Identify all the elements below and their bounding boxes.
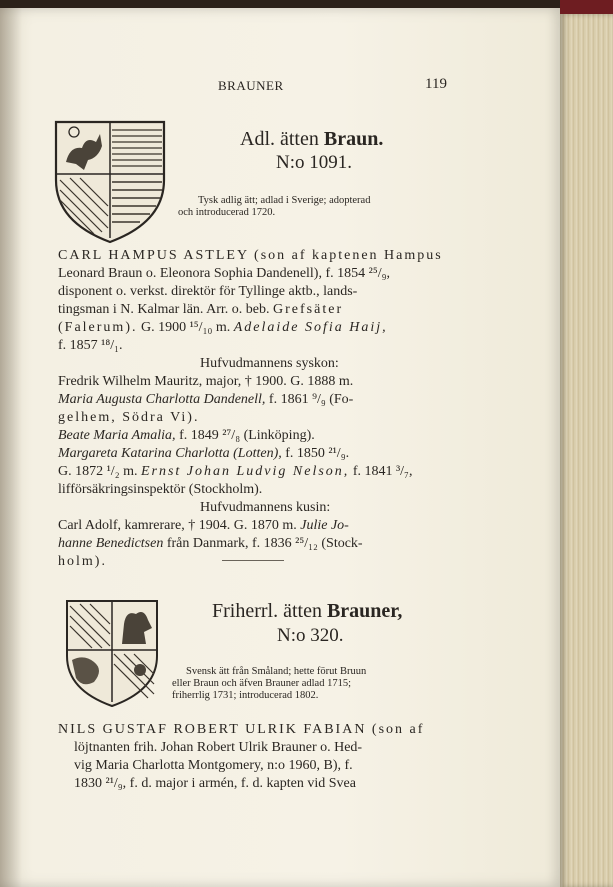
- gutter-shadow: [0, 8, 22, 887]
- entry-line: NILS GUSTAF ROBERT ULRIK FABIAN (son af: [58, 722, 425, 737]
- entry-line: holm).: [58, 554, 107, 569]
- entry-line: G. 1872 ¹/₂ m. Ernst Johan Ludvig Nelson, f. 1841 ³/₇,: [58, 464, 413, 479]
- subheading-siblings: Hufvudmannens syskon:: [200, 356, 339, 371]
- entry-line: Maria Augusta Charlotta Dandenell, f. 1861 ⁹/₉ (Fo-: [58, 392, 354, 407]
- section-subtitle-line: och introducerad 1720.: [178, 207, 276, 218]
- entry-line: (Falerum). G. 1900 ¹⁵/₁₀ m. Adelaide Sofia Haij,: [58, 320, 388, 335]
- page-edges: [560, 14, 613, 887]
- entry-line: gelhem, Södra Vi).: [58, 410, 200, 425]
- entry-line: Carl Adolf, kamrerare, † 1904. G. 1870 m. Julie Jo-: [58, 518, 349, 533]
- section-subtitle-line: Svensk ätt från Småland; hette förut Bruun: [186, 666, 367, 677]
- coat-of-arms-brauner-icon: [64, 598, 160, 710]
- entry-line: f. 1857 ¹⁸/₁.: [58, 338, 123, 353]
- section-subtitle-line: eller Braun och äfven Brauner adlad 1715;: [172, 678, 352, 689]
- entry-line: lifförsäkringsinspektör (Stockholm).: [58, 482, 263, 497]
- running-header: BRAUNER: [218, 78, 284, 93]
- entry-line: 1830 ²¹/₉, f. d. major i armén, f. d. kapten vid Svea: [74, 776, 356, 791]
- subheading-cousin: Hufvudmannens kusin:: [200, 500, 331, 515]
- section-title-brauner: Friherrl. ätten Brauner,: [212, 600, 403, 622]
- entry-line: Fredrik Wilhelm Mauritz, major, † 1900. G. 1888 m.: [58, 374, 354, 389]
- section-number-braun: N:o 1091.: [276, 152, 352, 173]
- section-title-braun: Adl. ätten Braun.: [240, 128, 384, 150]
- section-divider: [222, 560, 284, 561]
- entry-line: hanne Benedictsen från Danmark, f. 1836 ²⁵/₁₂ (Stock-: [58, 536, 363, 551]
- page-number: 119: [425, 76, 447, 92]
- section-subtitle-line: Tysk adlig ätt; adlad i Sverige; adopterad: [198, 195, 371, 206]
- entry-line: tingsman i N. Kalmar län. Arr. o. beb. Grefsäter: [58, 302, 344, 317]
- entry-line: Leonard Braun o. Eleonora Sophia Dandenell), f. 1854 ²⁵/₉,: [58, 266, 390, 281]
- coat-of-arms-braun-icon: [52, 118, 168, 246]
- section-subtitle-line: friherrlig 1731; introducerad 1802.: [172, 690, 319, 701]
- entry-line: vig Maria Charlotta Montgomery, n:o 1960, B), f.: [74, 758, 353, 773]
- section-number-brauner: N:o 320.: [277, 625, 344, 646]
- entry-line: Beate Maria Amalia, f. 1849 ²⁷/₈ (Linköping).: [58, 428, 315, 443]
- entry-line: Margareta Katarina Charlotta (Lotten), f. 1850 ²¹/₉.: [58, 446, 350, 461]
- entry-line: CARL HAMPUS ASTLEY (son af kaptenen Hampus: [58, 248, 443, 263]
- entry-line: löjtnanten frih. Johan Robert Ulrik Brauner o. Hed-: [74, 740, 363, 755]
- entry-line: disponent o. verkst. direktör för Tyllinge aktb., lands-: [58, 284, 358, 299]
